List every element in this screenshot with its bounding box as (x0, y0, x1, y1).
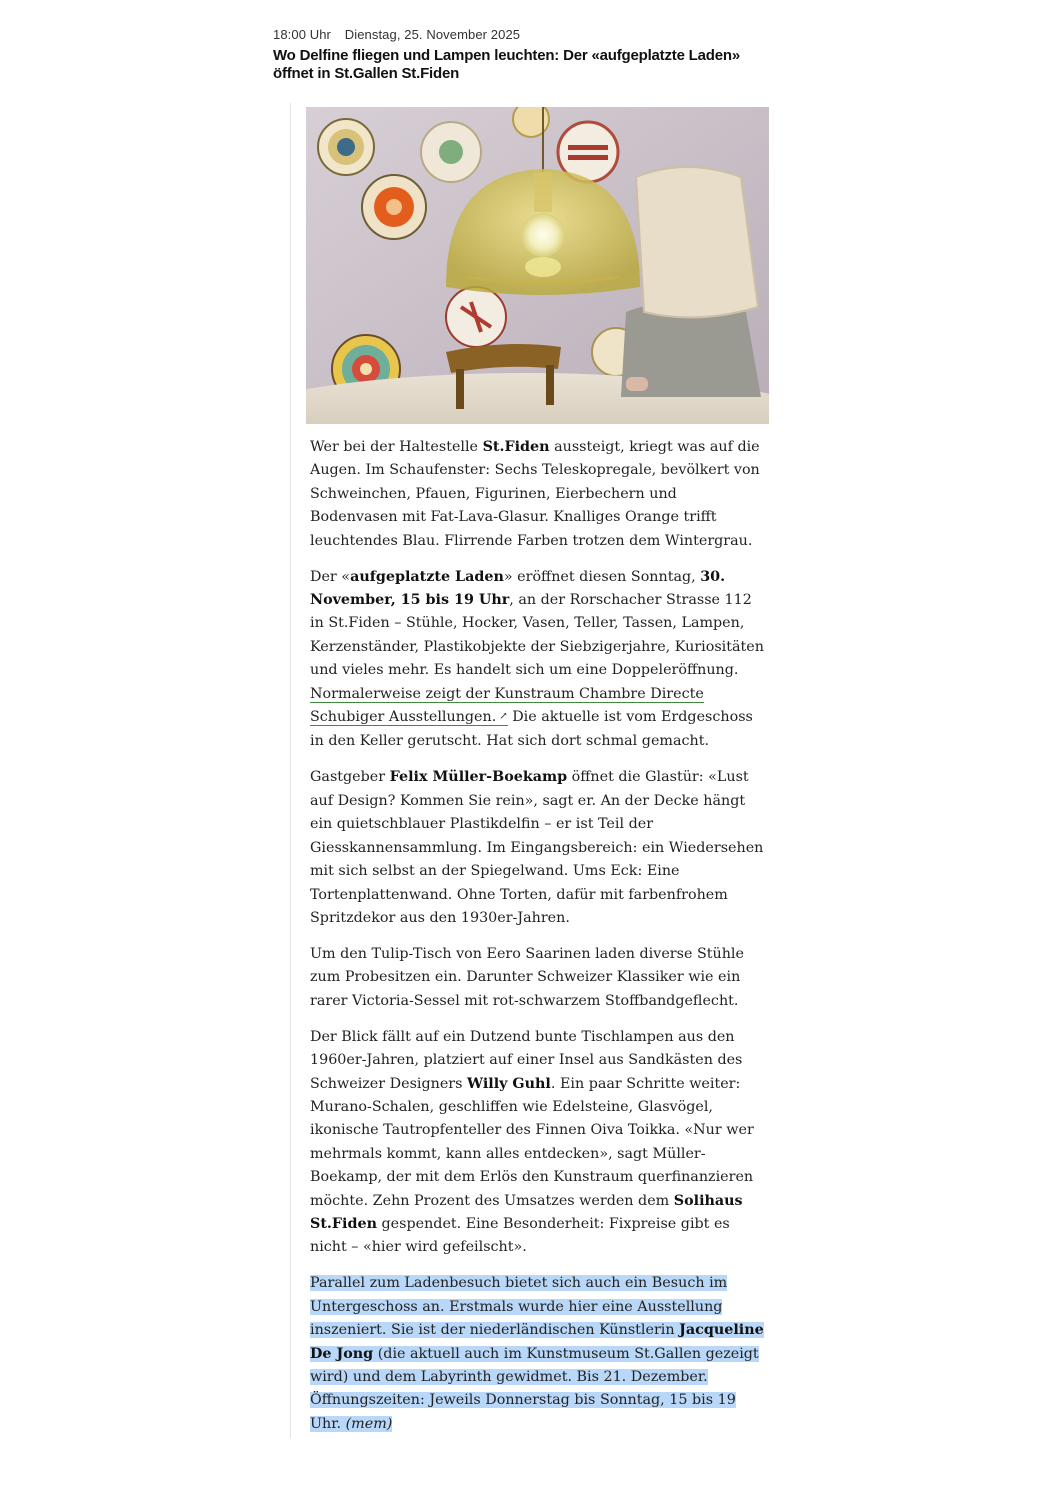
text-span[interactable]: (die aktuell auch im Kunstmuseum St.Gallen gezeigt wird) und dem Labyrinth gewidmet. Bis 21. Dezember. Öffnungszeiten: Jeweils Donnerstag bis Sonntag, 15 bis 19 Uhr. (310, 1345, 759, 1432)
text-span: aussteigt, kriegt was auf die Augen. Im Schaufenster: Sechs Teleskopregale, bevölkert von Schweinchen, Pfauen, Figurinen, Eierbechern und Bodenvasen mit Fat-Lava-Glasur. Knalliges Orange trifft leuchtendes Blau. Flirrende Farben trotzen dem Wintergrau. (310, 439, 760, 549)
bold-term[interactable]: Jacqueline De Jong (310, 1322, 764, 1362)
text-span: Der « (310, 568, 351, 585)
article-left-rule (290, 103, 291, 1438)
publish-date: Dienstag, 25. November 2025 (344, 27, 521, 42)
text-span: Der Blick fällt auf ein Dutzend bunte Tischlampen aus den 1960er-Jahren, platziert auf einer Insel aus Sandkästen des Schweizer Designers (310, 1028, 743, 1092)
bold-term: Felix Müller-Boekamp (389, 769, 568, 786)
external-link-icon[interactable]: ↗ (499, 711, 508, 723)
photo-icon (306, 107, 769, 424)
text-span: , an der Rorschacher Strasse 112 in St.Fiden – Stühle, Hocker, Vasen, Teller, Tassen, Lampen, Kerzenständer, Plastikobjekte der Siebzigerjahre, Kuriositäten und vieles mehr. Es handelt sich um eine Doppeleröffnung. (310, 592, 764, 679)
publish-time: 18:00 Uhr (273, 27, 331, 42)
paragraph-5 (310, 1026, 765, 1260)
paragraph-6 (310, 1272, 765, 1436)
article-headline: Wo Delfine fliegen und Lampen leuchten: Der «aufgeplatzte Laden» öffnet in St.Gallen St.Fiden (273, 47, 740, 82)
text-span: . Ein paar Schritte weiter: Murano-Schalen, geschliffen wie Edelsteine, Glasvögel, ikonische Tautropfenteller des Finnen Oiva Toikka. «Nur wer mehrmals kommt, kann alles entdecken», sagt Müller-Boekamp, der mit dem Erlös den Kunstraum querfinanzieren möchte. Zehn Prozent des Umsatzes werden dem (310, 1075, 754, 1209)
bold-term: 30. November, 15 bis 19 Uhr (310, 568, 726, 609)
text-span: Wer bei der Haltestelle (310, 439, 483, 455)
text-span: » eröffnet diesen Sonntag, (503, 568, 701, 585)
text-span: gespendet. Eine Besonderheit: Fixpreise gibt es nicht – «hier wird gefeilscht». (310, 1215, 730, 1256)
bold-term: St.Fiden (482, 439, 550, 455)
article-photo (306, 107, 769, 424)
bold-term: Solihaus St.Fiden (310, 1192, 743, 1232)
author-initials[interactable]: (mem) (345, 1415, 393, 1432)
article-meta (273, 27, 520, 42)
paragraph-2 (310, 566, 765, 754)
paragraph-1 (310, 436, 765, 553)
bold-term: aufgeplatzte Laden (350, 568, 504, 585)
link-text[interactable]: Normalerweise zeigt der Kunstraum Chambre Directe Schubiger Ausstellungen. (310, 685, 704, 726)
bold-term: Willy Guhl (467, 1075, 551, 1092)
text-span[interactable]: Parallel zum Ladenbesuch bietet sich auch ein Besuch im Untergeschoss an. Erstmals wurde hier eine Ausstellung inszeniert. Sie ist der niederländischen Künstlerin (310, 1275, 728, 1339)
article-body (310, 436, 765, 1449)
paragraph-3 (310, 766, 765, 930)
highlighted-selection[interactable] (310, 1275, 764, 1431)
paragraph-4 (310, 943, 765, 1013)
text-span: Die aktuelle ist vom Erdgeschoss in den Keller gerutscht. Hat sich dort schmal gemacht. (310, 709, 753, 750)
text-span: Gastgeber (310, 769, 390, 786)
text-span: Um den Tulip-Tisch von Eero Saarinen laden diverse Stühle zum Probesitzen ein. Darunter Schweizer Klassiker wie ein rarer Victoria-Sessel mit rot-schwarzem Stoffbandgeflecht. (310, 945, 744, 1009)
text-span: öffnet die Glastür: «Lust auf Design? Kommen Sie rein», sagt er. An der Decke hängt ein quietschblauer Plastikdelfin – er ist Teil der Giesskannensammlung. Im Eingangsbereich: ein Wiedersehen mit sich selbst an der Spiegelwand. Ums Eck: Eine Tortenplattenwand. Ohne Torten, dafür mit farbenfrohem Spritzdekor aus den 1930er-Jahren. (310, 769, 764, 926)
